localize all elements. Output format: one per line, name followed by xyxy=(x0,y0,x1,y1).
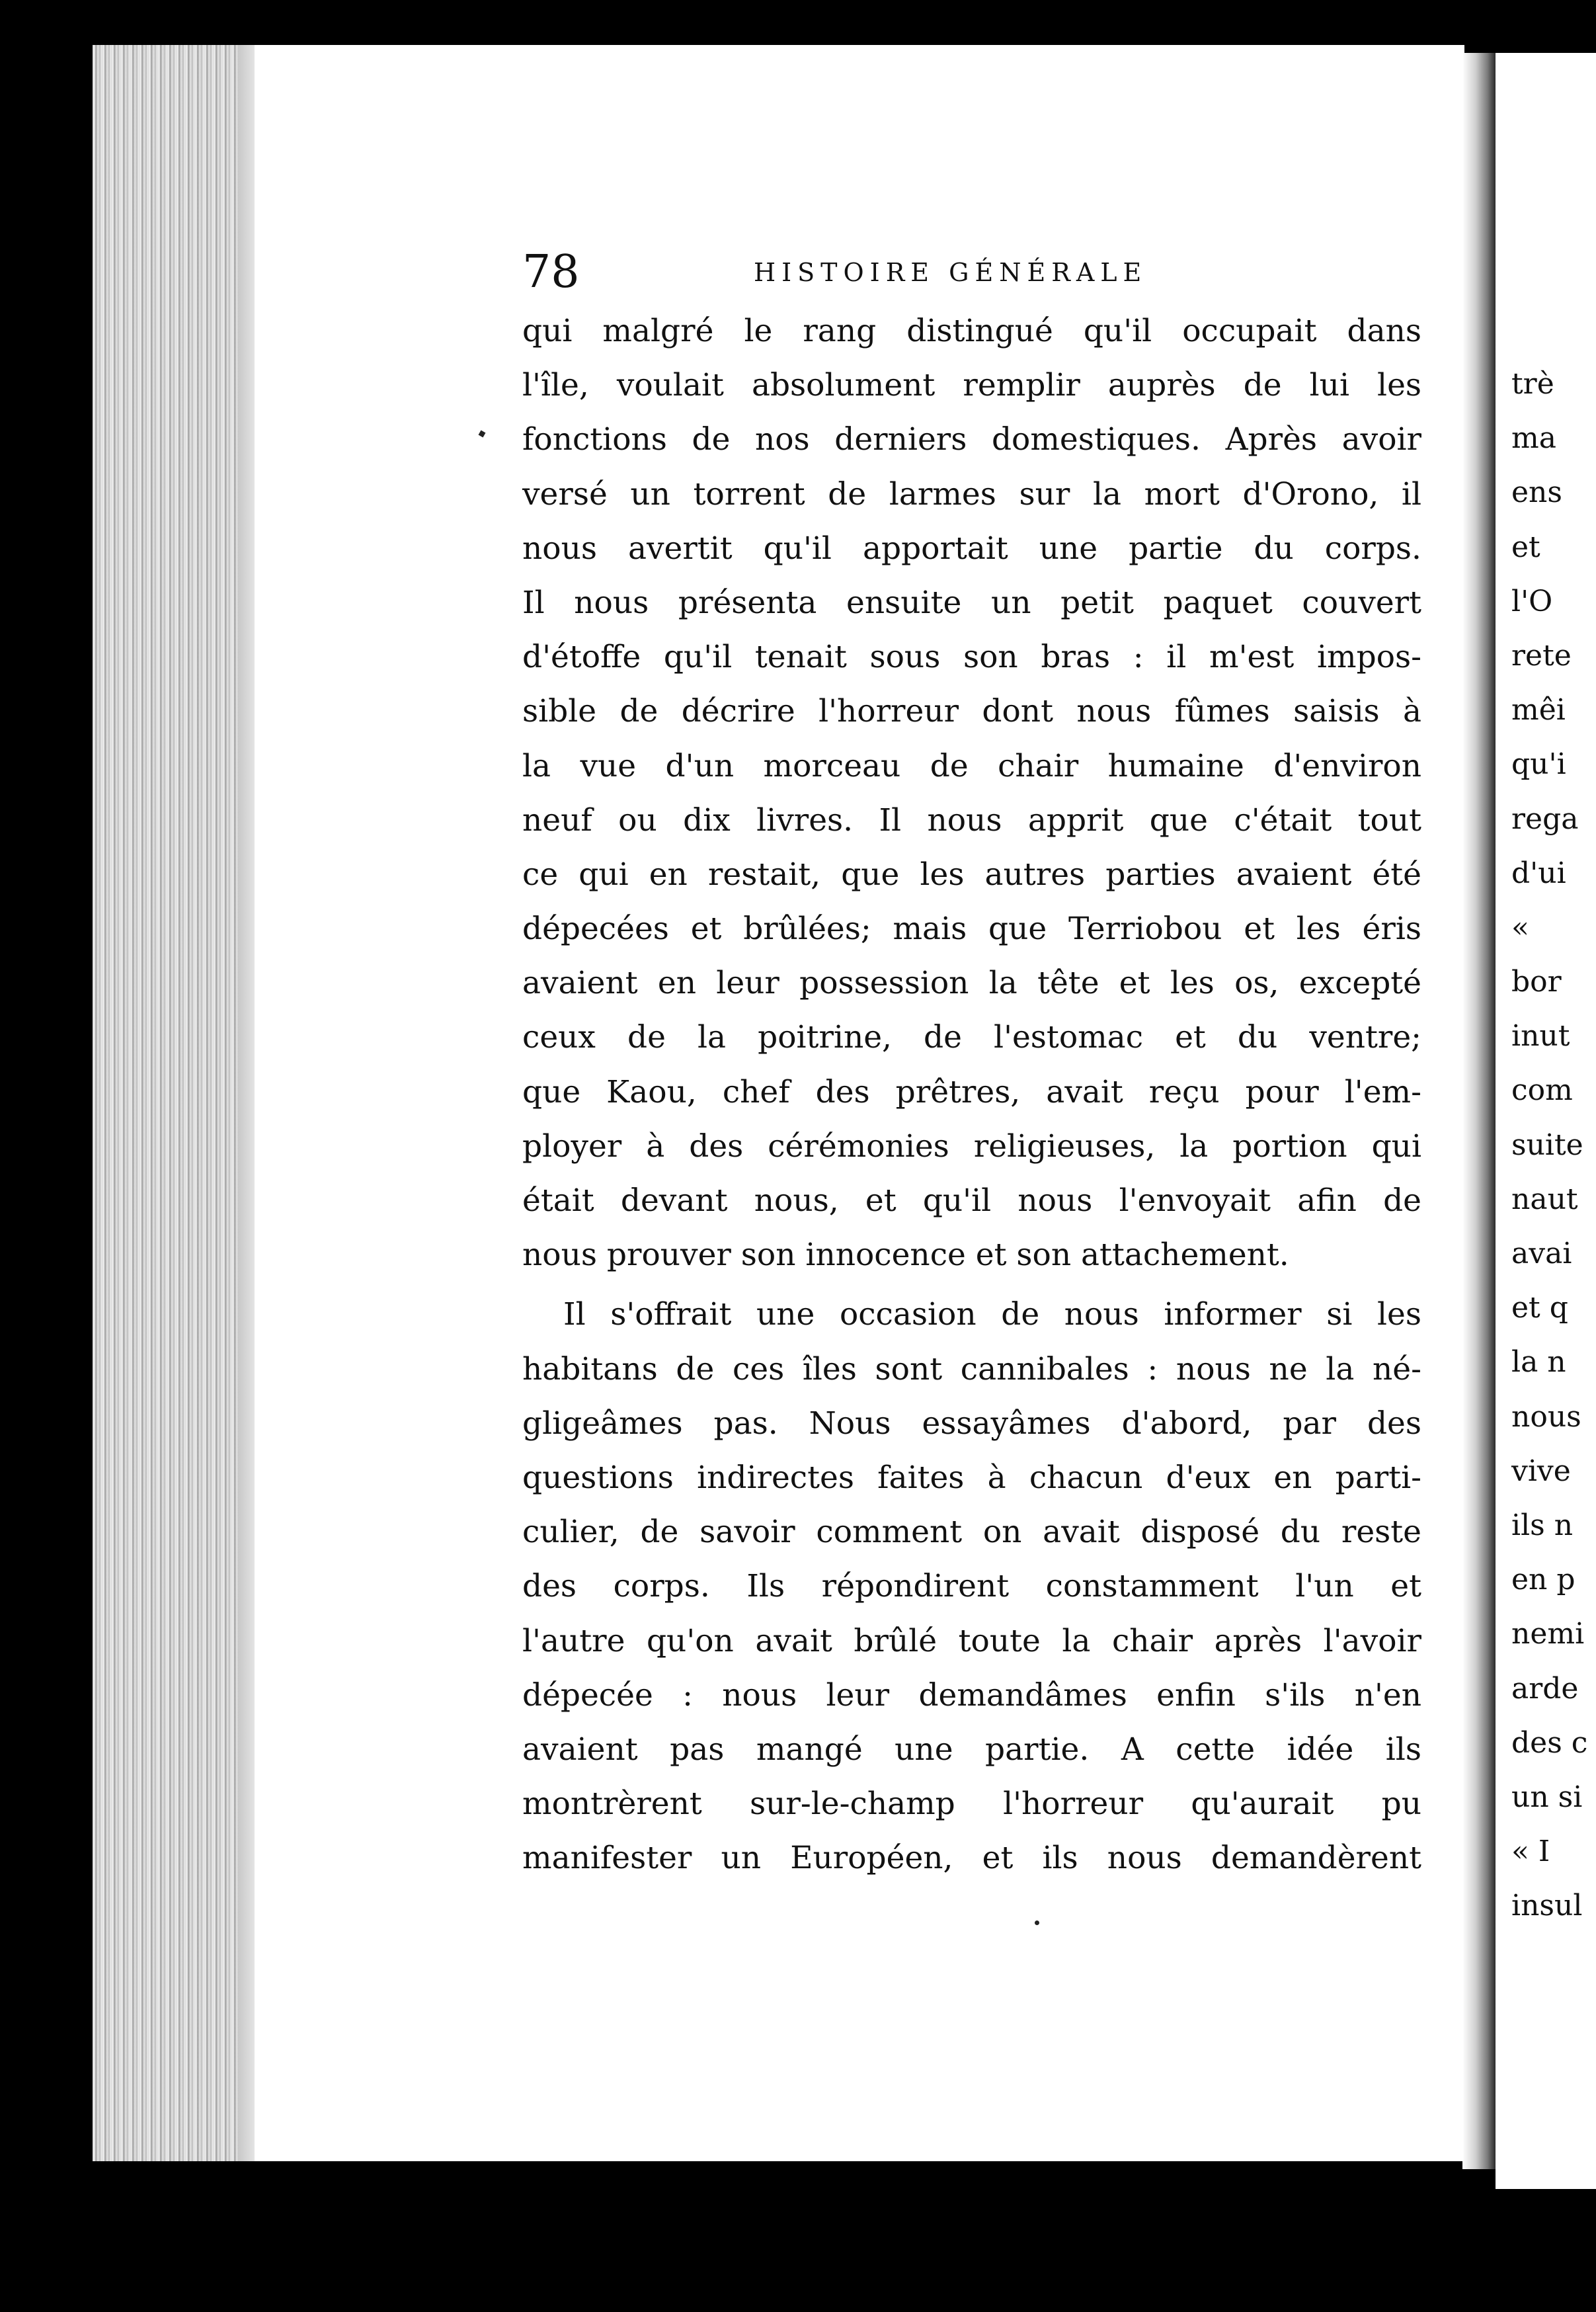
page-edges xyxy=(93,45,264,2161)
body-text xyxy=(522,304,1421,1885)
text-line: gligeâmes pas. Nous essayâmes d'abord, par des xyxy=(522,1405,1421,1442)
text-line: fonctions de nos derniers domestiques. Après avoir xyxy=(522,421,1421,458)
facing-line-fragment: com xyxy=(1511,1073,1573,1108)
facing-line-fragment: ens xyxy=(1511,475,1562,510)
text-line: l'autre qu'on avait brûlé toute la chair après l'avoir xyxy=(522,1622,1421,1659)
facing-line-fragment: trè xyxy=(1511,367,1554,401)
running-title: HISTOIRE GÉNÉRALE xyxy=(754,258,1148,287)
text-line: d'étoffe qu'il tenait sous son bras : il m'est impos- xyxy=(522,639,1421,676)
facing-line-fragment: insul xyxy=(1511,1889,1583,1923)
text-line: qui malgré le rang distingué qu'il occupait dans xyxy=(522,313,1421,349)
facing-line-fragment: des c xyxy=(1511,1725,1588,1760)
paragraph-break xyxy=(522,1282,1421,1288)
text-line: l'île, voulait absolument remplir auprès de lui les xyxy=(522,367,1421,404)
facing-line-fragment: naut xyxy=(1511,1182,1578,1216)
text-line: montrèrent sur-le-champ l'horreur qu'aurait pu xyxy=(522,1786,1421,1823)
text-line: ceux de la poitrine, de l'estomac et du ventre; xyxy=(522,1019,1421,1056)
text-line: avaient en leur possession la tête et les os, excepté xyxy=(522,965,1421,1002)
text-line: sible de décrire l'horreur dont nous fûmes saisis à xyxy=(522,693,1421,730)
facing-line-fragment: rete xyxy=(1511,638,1572,673)
text-line: Il nous présenta ensuite un petit paquet couvert xyxy=(522,584,1421,621)
facing-line-fragment: mêi xyxy=(1511,693,1566,727)
facing-line-fragment: rega xyxy=(1511,802,1579,836)
text-line: nous avertit qu'il apportait une partie du corps. xyxy=(522,530,1421,567)
facing-line-fragment: suite xyxy=(1511,1128,1583,1162)
text-line: ployer à des cérémonies religieuses, la portion qui xyxy=(522,1128,1421,1165)
text-line: versé un torrent de larmes sur la mort d'Orono, il xyxy=(522,475,1421,513)
facing-line-fragment: ma xyxy=(1511,421,1556,456)
facing-line-fragment: ils n xyxy=(1511,1508,1574,1542)
text-line: questions indirectes faites à chacun d'eux en parti- xyxy=(522,1459,1421,1496)
text-line: ce qui en restait, que les autres parties avaient été xyxy=(522,856,1421,893)
text-line: que Kaou, chef des prêtres, avait reçu pour l'em- xyxy=(522,1073,1421,1110)
text-line: manifester un Européen, et ils nous demandèrent xyxy=(522,1840,1421,1877)
text-line: des corps. Ils répondirent constamment l'un et xyxy=(522,1568,1421,1605)
text-line: était devant nous, et qu'il nous l'envoyait afin de xyxy=(522,1182,1421,1219)
facing-line-fragment: et xyxy=(1511,530,1540,564)
facing-line-fragment: nous xyxy=(1511,1399,1581,1434)
text-line: Il s'offrait une occasion de nous informer si les xyxy=(563,1296,1421,1333)
facing-line-fragment: avai xyxy=(1511,1237,1572,1270)
text-line: la vue d'un morceau de chair humaine d'environ xyxy=(522,747,1421,784)
facing-line-fragment: nemi xyxy=(1511,1617,1585,1651)
facing-line-fragment: l'O xyxy=(1511,584,1553,618)
facing-line-fragment: et q xyxy=(1511,1291,1568,1325)
text-line: dépecée : nous leur demandâmes enfin s'ils n'en xyxy=(522,1676,1421,1713)
facing-line-fragment: un si xyxy=(1511,1780,1583,1814)
book-gutter xyxy=(1462,53,1496,2169)
facing-line-fragment: « I xyxy=(1511,1835,1550,1869)
text-line: dépecées et brûlées; mais que Terriobou et les éris xyxy=(522,911,1421,948)
facing-line-fragment: qu'i xyxy=(1511,747,1566,782)
facing-line-fragment: bor xyxy=(1511,965,1562,999)
text-line: nous prouver son innocence et son attachement. xyxy=(522,1237,1289,1274)
text-line: avaient pas mangé une partie. A cette idée ils xyxy=(522,1731,1421,1768)
page-speck xyxy=(1035,1920,1039,1925)
facing-line-fragment: vive xyxy=(1511,1454,1571,1488)
running-header xyxy=(522,246,1236,299)
facing-line-fragment: d'ui xyxy=(1511,856,1566,890)
facing-line-fragment: inut xyxy=(1511,1019,1570,1053)
facing-line-fragment: « xyxy=(1511,910,1529,944)
page-number: 78 xyxy=(522,246,580,298)
scan-border xyxy=(0,0,1596,45)
facing-page-text xyxy=(1511,357,1587,1933)
facing-line-fragment: arde xyxy=(1511,1671,1579,1706)
facing-page xyxy=(1496,53,1596,2189)
facing-line-fragment: la n xyxy=(1511,1345,1566,1380)
facing-line-fragment: en p xyxy=(1511,1563,1576,1597)
text-line: habitans de ces îles sont cannibales : nous ne la né- xyxy=(522,1350,1421,1387)
text-line: neuf ou dix livres. Il nous apprit que c'était tout xyxy=(522,802,1421,839)
text-line: culier, de savoir comment on avait disposé du reste xyxy=(522,1514,1421,1551)
